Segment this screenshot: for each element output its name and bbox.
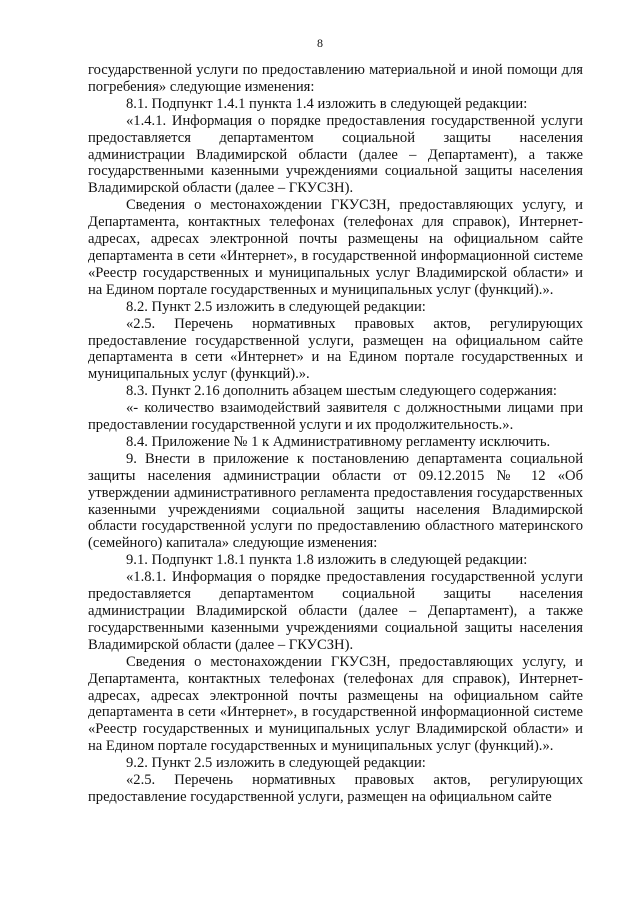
paragraph: Сведения о местонахождении ГКУСЗН, предоставляющих услугу, и Департамента, контактных телефонах (телефонах для справок), Интернет-адресах, адресах электронной почты размещены на официальном сайте департамента в сети «Интернет», в государственной информационной системе «Реестр государственных и муниципальных услуг Владимирской области» и на Едином портале государственных и муниципальных услуг (функций).».: [88, 197, 583, 298]
paragraph: 8.1. Подпункт 1.4.1 пункта 1.4 изложить в следующей редакции:: [126, 95, 528, 112]
paragraph: «2.5. Перечень нормативных правовых актов, регулирующих предоставление государственной услуги, размещен на официальном сайте: [88, 772, 583, 805]
paragraph: «- количество взаимодействий заявителя с должностными лицами при предоставлении государственной услуги и их продолжительность.».: [88, 400, 583, 434]
document-body: [88, 62, 583, 806]
paragraph: Сведения о местонахождении ГКУСЗН, предоставляющих услугу, и Департамента, контактных телефонах (телефонах для справок), Интернет-адресах, адресах электронной почты размещены на официальном сайте департамента в сети «Интернет», в государственной информационной системе «Реестр государственных и муниципальных услуг Владимирской области» и на Едином портале государственных и муниципальных услуг (функций).».: [88, 653, 583, 755]
paragraph: 8.2. Пункт 2.5 изложить в следующей редакции:: [126, 298, 426, 315]
paragraph: государственной услуги по предоставлению материальной и иной помощи для погребения» следующие изменения:: [88, 62, 583, 95]
paragraph: «1.4.1. Информация о порядке предоставления государственной услуги предоставляется департаментом социальной защиты населения администрации Владимирской области (далее – Департамент), а также государственными казенными учреждениями социальной защиты населения Владимирской области (далее – ГКУСЗН).: [88, 112, 583, 197]
page-number: 8: [317, 36, 323, 50]
paragraph: 9.1. Подпункт 1.8.1 пункта 1.8 изложить в следующей редакции:: [126, 552, 528, 569]
paragraph: 8.4. Приложение № 1 к Административному регламенту исключить.: [126, 433, 551, 450]
paragraph: 9. Внести в приложение к постановлению департамента социальной защиты населения администрации области от 09.12.2015 № 12 «Об утверждении административного регламента предоставления государственных казенными учреждениями социальной защиты населения Владимирской области государственной услуги по предоставлению областного материнского (семейного) капитала» следующие изменения:: [88, 450, 583, 552]
paragraph: «1.8.1. Информация о порядке предоставления государственной услуги предоставляется департаментом социальной защиты населения администрации Владимирской области (далее – Департамент), а также государственными казенными учреждениями социальной защиты населения Владимирской области (далее – ГКУСЗН).: [88, 569, 583, 653]
paragraph: 9.2. Пункт 2.5 изложить в следующей редакции:: [126, 755, 426, 772]
paragraph: «2.5. Перечень нормативных правовых актов, регулирующих предоставление государственной услуги, размещен на официальном сайте департамента в сети «Интернет» и на Едином портале государственных и муниципальных услуг (функций).».: [88, 315, 583, 383]
paragraph: 8.3. Пункт 2.16 дополнить абзацем шестым следующего содержания:: [126, 383, 557, 400]
